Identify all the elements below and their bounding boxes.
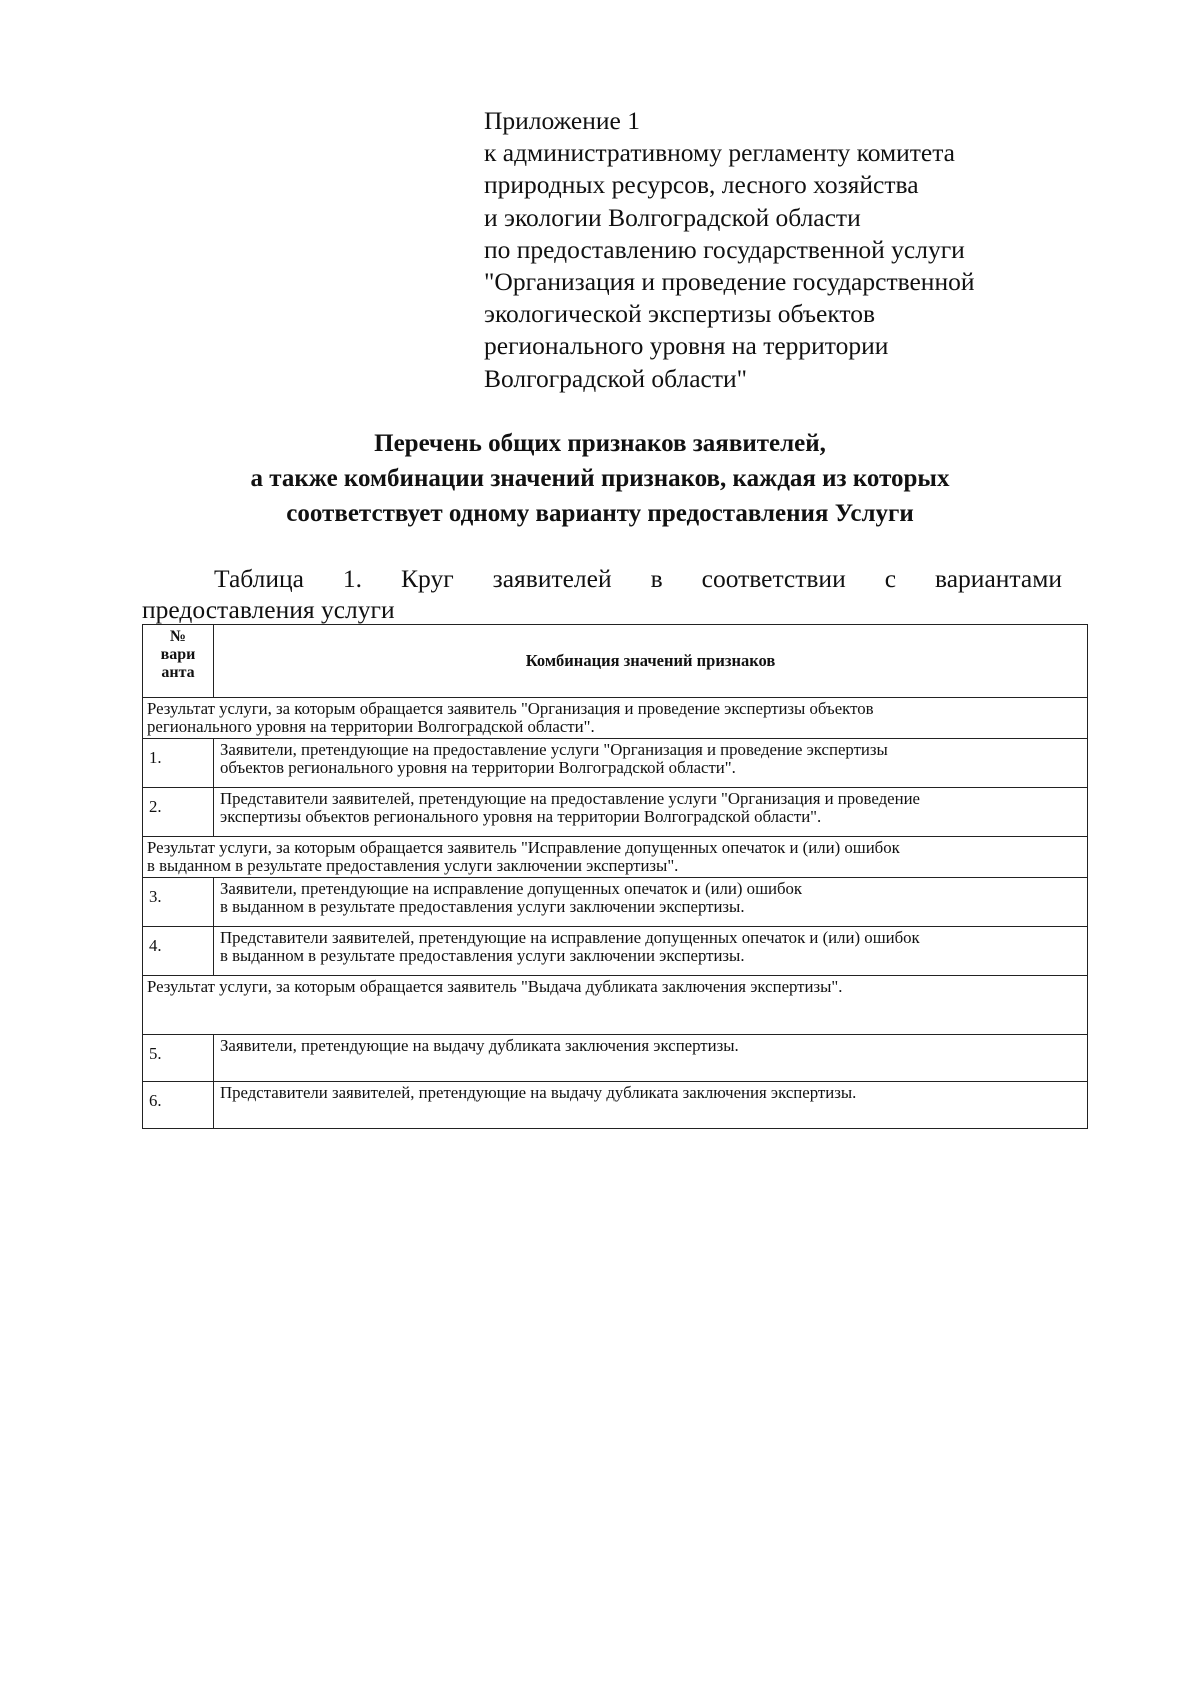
caption-word: заявителей — [492, 564, 612, 593]
variant-description — [214, 1082, 1088, 1129]
appendix-line: Волгоградской области" — [484, 363, 748, 393]
caption-word: в — [650, 564, 663, 593]
result-group-row — [143, 976, 1088, 1035]
description-line: в выданном в результате предоставления услуги заключении экспертизы. — [220, 946, 745, 965]
table-row — [143, 1082, 1088, 1129]
appendix-line: к административному регламенту комитета — [484, 138, 956, 168]
header-number-line: анта — [161, 664, 195, 681]
table-row — [143, 739, 1088, 788]
result-line: Результат услуги, за которым обращается заявитель "Организация и проведение экспертизы объектов — [147, 699, 874, 718]
table-header-row — [143, 625, 1088, 698]
caption-line-1 — [142, 563, 1062, 594]
appendix-line: природных ресурсов, лесного хозяйства — [484, 170, 919, 200]
result-line: Результат услуги, за которым обращается заявитель "Исправление допущенных опечаток и (или) ошибок — [147, 838, 900, 857]
variant-description — [214, 788, 1088, 837]
header-number-cell — [143, 625, 214, 698]
appendix-line: "Организация и проведение государственной — [484, 267, 975, 297]
description-line: экспертизы объектов регионального уровня на территории Волгоградской области". — [220, 807, 822, 826]
caption-word: с — [884, 564, 897, 593]
variant-number: 4. — [143, 927, 214, 976]
description-line: Заявители, претендующие на исправление допущенных опечаток и (или) ошибок — [220, 879, 803, 898]
result-line: регионального уровня на территории Волгоградской области". — [147, 717, 595, 736]
variant-description — [214, 878, 1088, 927]
table-row — [143, 788, 1088, 837]
description-line: объектов регионального уровня на территории Волгоградской области". — [220, 758, 736, 777]
title-line: а также комбинации значений признаков, каждая из которых — [250, 465, 950, 492]
result-group-row — [143, 698, 1088, 739]
caption-line-2: предоставления услуги — [142, 595, 395, 624]
result-group-cell — [143, 976, 1088, 1035]
variant-number: 1. — [143, 739, 214, 788]
appendix-line: экологической экспертизы объектов — [484, 299, 876, 329]
caption-word: 1. — [342, 564, 363, 593]
result-group-cell — [143, 837, 1088, 878]
variant-description — [214, 927, 1088, 976]
table-row — [143, 927, 1088, 976]
caption-word: Круг — [401, 564, 454, 593]
variants-table — [142, 624, 1088, 1129]
variant-number: 5. — [143, 1035, 214, 1082]
table-row — [143, 1035, 1088, 1082]
appendix-line: по предоставлению государственной услуги — [484, 234, 965, 264]
table-caption — [142, 563, 1062, 625]
result-line: в выданном в результате предоставления услуги заключении экспертизы". — [147, 856, 679, 875]
appendix-line: регионального уровня на территории — [484, 331, 889, 361]
header-combination-cell: Комбинация значений признаков — [214, 625, 1088, 698]
appendix-line: Приложение 1 — [484, 106, 640, 135]
table-row — [143, 878, 1088, 927]
caption-word: соответствии — [701, 564, 846, 593]
caption-word: Таблица — [214, 564, 304, 593]
variant-number: 6. — [143, 1082, 214, 1129]
result-group-row — [143, 837, 1088, 878]
appendix-line: и экологии Волгоградской области — [484, 202, 861, 232]
appendix-header — [484, 105, 1104, 395]
description-line: Заявители, претендующие на выдачу дубликата заключения экспертизы. — [220, 1036, 739, 1055]
description-line: в выданном в результате предоставления услуги заключении экспертизы. — [220, 897, 745, 916]
header-number-line: № — [169, 628, 187, 645]
title-line: соответствует одному варианту предоставления Услуги — [286, 500, 914, 527]
variant-description — [214, 739, 1088, 788]
description-line: Представители заявителей, претендующие на исправление допущенных опечаток и (или) ошибок — [220, 928, 920, 947]
variant-description — [214, 1035, 1088, 1082]
caption-word: вариантами — [935, 564, 1062, 593]
description-line: Представители заявителей, претендующие на выдачу дубликата заключения экспертизы. — [220, 1083, 857, 1102]
variant-number: 2. — [143, 788, 214, 837]
description-line: Представители заявителей, претендующие на предоставление услуги "Организация и проведение — [220, 789, 921, 808]
description-line: Заявители, претендующие на предоставление услуги "Организация и проведение экспертизы — [220, 740, 888, 759]
title-line: Перечень общих признаков заявителей, — [374, 430, 826, 457]
header-number-line: вари — [160, 646, 196, 663]
result-line: Результат услуги, за которым обращается заявитель "Выдача дубликата заключения экспертизы". — [147, 977, 843, 996]
document-title — [100, 426, 1100, 531]
variant-number: 3. — [143, 878, 214, 927]
result-group-cell — [143, 698, 1088, 739]
